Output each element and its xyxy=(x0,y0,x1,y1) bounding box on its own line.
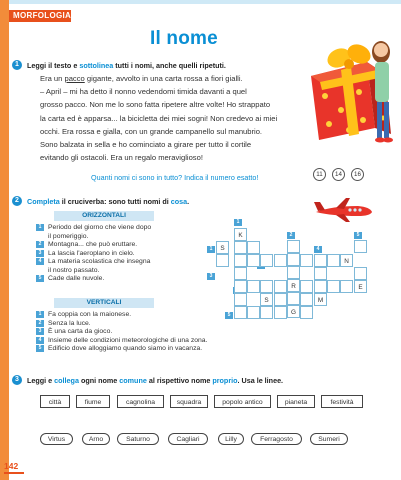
clue-text: La materia scolastica che insegna xyxy=(48,258,151,265)
grid-number-tag: 1 xyxy=(234,219,242,226)
clue-item xyxy=(36,337,296,346)
story-line[interactable]: – April – mi ha detto il nonno vedendomi timida davanti a quel xyxy=(40,87,247,97)
grid-cell[interactable]: M xyxy=(314,293,327,306)
grid-cell[interactable] xyxy=(216,254,229,267)
instruction-highlight: sottolinea xyxy=(79,61,114,70)
exercise-1-instruction xyxy=(27,61,226,70)
exercise-2-instruction xyxy=(27,197,189,206)
clue-item xyxy=(36,275,226,284)
instruction-highlight: cosa xyxy=(170,197,188,206)
grid-cell[interactable]: N xyxy=(340,254,353,267)
grid-cell[interactable]: G xyxy=(287,305,300,318)
common-noun-cagnolina[interactable]: cagnolina xyxy=(117,395,164,408)
grid-cell[interactable] xyxy=(274,306,287,319)
grid-cell[interactable] xyxy=(234,254,247,267)
clue-item xyxy=(36,224,226,233)
clue-text: Edificio dove alloggiamo quando siamo in vacanza. xyxy=(48,345,203,352)
clue-number: 1 xyxy=(36,224,44,231)
grid-cell[interactable] xyxy=(287,240,300,253)
clue-item xyxy=(36,241,226,250)
story-segment: gigante, avvolto in una carta rossa a fiori gialli. xyxy=(84,74,243,83)
grid-number-tag: 5 xyxy=(225,312,233,319)
clue-text: Senza la luce. xyxy=(48,319,91,327)
instruction-text: . Usa le linee. xyxy=(237,376,284,385)
exercise-3-number: 3 xyxy=(12,375,22,385)
top-band xyxy=(9,0,401,4)
grid-cell[interactable]: S xyxy=(260,293,273,306)
grid-number-tag: 5 xyxy=(354,232,362,239)
instruction-highlight: collega xyxy=(54,376,79,385)
instruction-text: . xyxy=(187,197,190,206)
instruction-highlight: Completa xyxy=(27,197,60,206)
clue-number: 2 xyxy=(36,241,44,248)
grid-cell[interactable] xyxy=(300,254,313,267)
grid-cell[interactable] xyxy=(287,253,300,266)
instruction-text: Leggi il testo e xyxy=(27,61,80,70)
grid-number-tag: 2 xyxy=(287,232,295,239)
clue-number: 2 xyxy=(36,320,44,327)
gift-girl-illustration xyxy=(305,30,401,148)
grid-cell[interactable] xyxy=(287,292,300,305)
grid-number-tag: 1 xyxy=(207,246,215,253)
grid-cell[interactable] xyxy=(247,280,260,293)
clue-item xyxy=(36,267,226,276)
answer-option-14[interactable]: 14 xyxy=(332,168,345,181)
grid-cell[interactable] xyxy=(300,280,313,293)
proper-noun-ferragosto[interactable]: Ferragosto xyxy=(251,433,302,445)
clue-number: 3 xyxy=(36,328,44,335)
proper-noun-cagliari[interactable]: Cagliari xyxy=(168,433,208,445)
grid-cell[interactable] xyxy=(327,254,340,267)
clue-text: il nostro passato. xyxy=(48,266,100,274)
story-line[interactable]: la carta ed è apparsa... la bicicletta dei miei sogni! Non credevo ai miei xyxy=(40,113,278,123)
grid-cell[interactable] xyxy=(247,241,260,254)
grid-cell[interactable] xyxy=(234,280,247,293)
grid-number-tag: 3 xyxy=(207,273,215,280)
clue-item xyxy=(36,233,226,242)
grid-cell[interactable] xyxy=(354,240,367,253)
grid-cell[interactable] xyxy=(234,267,247,280)
common-noun-squadra[interactable]: squadra xyxy=(170,395,208,408)
grid-cell[interactable] xyxy=(247,306,260,319)
story-text xyxy=(40,72,300,164)
instruction-text: al rispettivo nome xyxy=(146,376,213,385)
instruction-text: il cruciverba: sono tutti nomi di xyxy=(59,197,171,206)
clue-number: 4 xyxy=(36,258,44,265)
page-number-underline xyxy=(4,472,24,474)
proper-noun-virtus[interactable]: Virtus xyxy=(40,433,73,445)
clue-number: 4 xyxy=(36,337,44,344)
grid-cell[interactable] xyxy=(274,293,287,306)
exercise-2-number: 2 xyxy=(12,196,22,206)
answer-option-16[interactable]: 16 xyxy=(351,168,364,181)
clue-item xyxy=(36,345,296,354)
grid-cell[interactable] xyxy=(234,306,247,319)
page-title: Il nome xyxy=(150,28,218,49)
grid-cell[interactable] xyxy=(274,280,287,293)
vertical-clues-title: VERTICALI xyxy=(54,298,154,308)
grid-cell[interactable] xyxy=(340,280,353,293)
clue-text: Fa coppia con la maionese. xyxy=(48,311,132,318)
clue-text: il pomeriggio. xyxy=(48,232,89,240)
proper-noun-sumeri[interactable]: Sumeri xyxy=(310,433,348,445)
grid-cell[interactable] xyxy=(314,267,327,280)
grid-cell[interactable]: R xyxy=(287,279,300,292)
story-line[interactable]: occhi. Era rossa e gialla, con un grande campanello sul manubrio. xyxy=(40,126,263,136)
grid-cell[interactable] xyxy=(234,293,247,306)
common-noun-citta[interactable]: città xyxy=(40,395,70,408)
clue-number: 3 xyxy=(36,250,44,257)
instruction-text: tutti i nomi, anche quelli ripetuti. xyxy=(113,61,226,70)
common-noun-pianeta[interactable]: pianeta xyxy=(277,395,315,408)
grid-cell[interactable] xyxy=(234,241,247,254)
story-line[interactable]: evitando gli ostacoli. Era un regalo meraviglioso! xyxy=(40,153,203,163)
clue-text: Insieme delle condizioni meteorologiche di una zona. xyxy=(48,336,208,344)
grid-cell[interactable] xyxy=(247,254,260,267)
grid-cell[interactable] xyxy=(300,306,313,319)
grid-cell[interactable] xyxy=(260,254,273,267)
answer-option-11[interactable]: 11 xyxy=(313,168,326,181)
clue-number: 1 xyxy=(36,311,44,318)
airplane-illustration xyxy=(312,194,374,224)
instruction-highlight: proprio xyxy=(212,376,238,385)
proper-noun-arno[interactable]: Arno xyxy=(82,433,110,445)
clue-text: Periodo del giorno che viene dopo xyxy=(48,224,152,231)
grid-cell[interactable] xyxy=(260,280,273,293)
grid-cell[interactable] xyxy=(327,280,340,293)
story-line[interactable]: grosso pacco. Non me lo sono fatta ripetere altre volte! Ho strappato xyxy=(40,100,271,110)
common-noun-festivita[interactable]: festività xyxy=(321,395,363,408)
common-noun-fiume[interactable]: fiume xyxy=(76,395,110,408)
grid-cell[interactable]: K xyxy=(234,228,247,241)
clue-text: Cade dalle nuvole. xyxy=(48,275,105,282)
horizontal-clues xyxy=(36,224,226,284)
instruction-text: Leggi e xyxy=(27,376,55,385)
exercise-3-instruction xyxy=(27,376,283,385)
proper-noun-saturno[interactable]: Saturno xyxy=(117,433,159,445)
left-margin-strip xyxy=(0,0,9,480)
grid-cell[interactable]: E xyxy=(354,280,367,293)
clue-text: È una carta da gioco. xyxy=(48,328,113,335)
grid-cell[interactable] xyxy=(274,254,287,267)
section-label: MORFOLOGIA xyxy=(9,10,71,22)
grid-cell[interactable] xyxy=(314,280,327,293)
story-line[interactable]: Sono balzata in sella e ho cominciato a girare per tutto il cortile xyxy=(40,140,252,150)
clue-item xyxy=(36,328,296,337)
clue-number: 5 xyxy=(36,275,44,282)
story-line xyxy=(40,72,300,85)
underlined-noun[interactable]: pacco xyxy=(64,74,85,83)
instruction-highlight: comune xyxy=(119,376,147,385)
grid-cell[interactable] xyxy=(287,266,300,279)
clue-item xyxy=(36,250,226,259)
horizontal-clues-title: ORIZZONTALI xyxy=(54,211,154,221)
clue-text: Montagna... che può eruttare. xyxy=(48,241,138,248)
grid-cell[interactable] xyxy=(260,306,273,319)
proper-noun-lilly[interactable]: Lilly xyxy=(218,433,244,445)
count-question: Quanti nomi ci sono in tutto? Indica il numero esatto! xyxy=(91,173,259,182)
clue-text: La lascia l'aeroplano in cielo. xyxy=(48,249,135,257)
grid-cell[interactable] xyxy=(314,254,327,267)
grid-number-tag: 4 xyxy=(314,246,322,253)
clue-number: 5 xyxy=(36,345,44,352)
clue-item xyxy=(36,320,296,329)
grid-cell[interactable] xyxy=(300,293,313,306)
clue-item xyxy=(36,258,226,267)
exercise-1-number: 1 xyxy=(12,60,22,70)
grid-cell[interactable]: S xyxy=(216,241,229,254)
instruction-text: ogni nome xyxy=(78,376,120,385)
common-noun-popolo-antico[interactable]: popolo antico xyxy=(214,395,271,408)
grid-cell[interactable] xyxy=(354,267,367,280)
page-number: 142 xyxy=(4,461,19,471)
story-segment: Era un xyxy=(40,74,65,83)
